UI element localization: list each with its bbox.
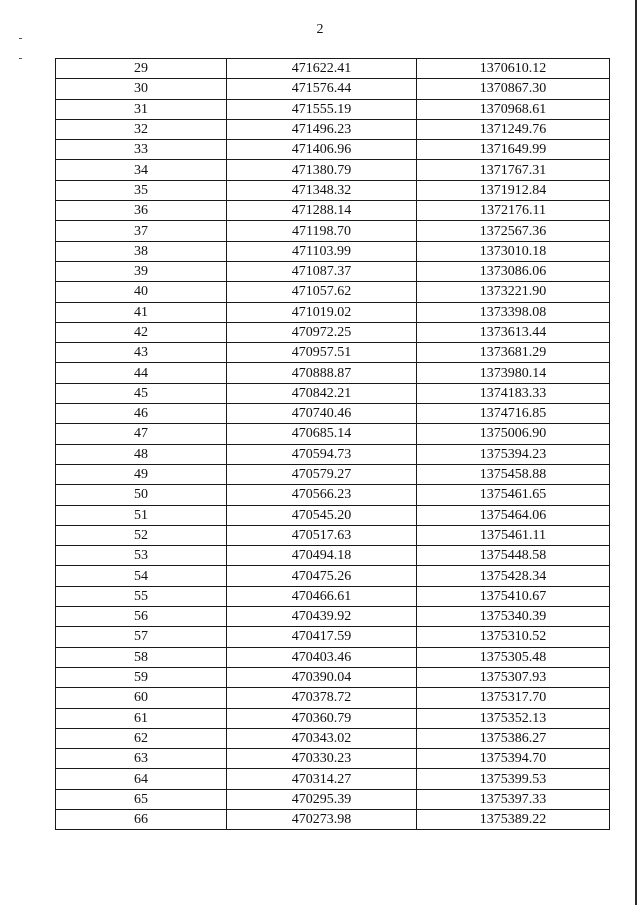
point-number-cell: 41 (56, 302, 227, 322)
x-coordinate-cell: 470378.72 (227, 688, 417, 708)
x-coordinate-cell: 470343.02 (227, 728, 417, 748)
x-coordinate-cell: 471622.41 (227, 59, 417, 79)
point-number-cell: 59 (56, 667, 227, 687)
point-number-cell: 63 (56, 749, 227, 769)
table-row (56, 566, 610, 586)
point-number-cell: 50 (56, 485, 227, 505)
y-coordinate-cell: 1375464.06 (417, 505, 610, 525)
point-number-cell: 44 (56, 363, 227, 383)
point-number-cell: 43 (56, 343, 227, 363)
table-row (56, 241, 610, 261)
y-coordinate-cell: 1375305.48 (417, 647, 610, 667)
point-number-cell: 37 (56, 221, 227, 241)
table-row (56, 789, 610, 809)
table-row (56, 688, 610, 708)
x-coordinate-cell: 470740.46 (227, 404, 417, 424)
x-coordinate-cell: 471087.37 (227, 261, 417, 281)
y-coordinate-cell: 1371249.76 (417, 119, 610, 139)
y-coordinate-cell: 1375397.33 (417, 789, 610, 809)
table-row (56, 201, 610, 221)
table-row (56, 769, 610, 789)
y-coordinate-cell: 1375389.22 (417, 809, 610, 829)
y-coordinate-cell: 1375394.70 (417, 749, 610, 769)
x-coordinate-cell: 470390.04 (227, 667, 417, 687)
table-row (56, 261, 610, 281)
y-coordinate-cell: 1375317.70 (417, 688, 610, 708)
y-coordinate-cell: 1375399.53 (417, 769, 610, 789)
x-coordinate-cell: 471576.44 (227, 79, 417, 99)
y-coordinate-cell: 1372176.11 (417, 201, 610, 221)
point-number-cell: 48 (56, 444, 227, 464)
y-coordinate-cell: 1375307.93 (417, 667, 610, 687)
y-coordinate-cell: 1375394.23 (417, 444, 610, 464)
scan-mark (19, 38, 22, 39)
table-row (56, 79, 610, 99)
table-row (56, 119, 610, 139)
x-coordinate-cell: 470330.23 (227, 749, 417, 769)
x-coordinate-cell: 470466.61 (227, 586, 417, 606)
x-coordinate-cell: 471057.62 (227, 282, 417, 302)
point-number-cell: 55 (56, 586, 227, 606)
y-coordinate-cell: 1373980.14 (417, 363, 610, 383)
table-row (56, 424, 610, 444)
point-number-cell: 42 (56, 322, 227, 342)
y-coordinate-cell: 1375428.34 (417, 566, 610, 586)
table-row (56, 627, 610, 647)
point-number-cell: 54 (56, 566, 227, 586)
x-coordinate-cell: 471288.14 (227, 201, 417, 221)
x-coordinate-cell: 470579.27 (227, 464, 417, 484)
table-row (56, 383, 610, 403)
table-row (56, 667, 610, 687)
y-coordinate-cell: 1371649.99 (417, 140, 610, 160)
x-coordinate-cell: 471380.79 (227, 160, 417, 180)
point-number-cell: 61 (56, 708, 227, 728)
table-row (56, 322, 610, 342)
x-coordinate-cell: 470545.20 (227, 505, 417, 525)
point-number-cell: 30 (56, 79, 227, 99)
x-coordinate-cell: 470594.73 (227, 444, 417, 464)
point-number-cell: 58 (56, 647, 227, 667)
point-number-cell: 29 (56, 59, 227, 79)
point-number-cell: 38 (56, 241, 227, 261)
y-coordinate-cell: 1375310.52 (417, 627, 610, 647)
y-coordinate-cell: 1375352.13 (417, 708, 610, 728)
table-row (56, 546, 610, 566)
table-row (56, 525, 610, 545)
x-coordinate-cell: 471198.70 (227, 221, 417, 241)
table-row (56, 647, 610, 667)
y-coordinate-cell: 1375006.90 (417, 424, 610, 444)
point-number-cell: 33 (56, 140, 227, 160)
x-coordinate-cell: 470957.51 (227, 343, 417, 363)
table-row (56, 221, 610, 241)
point-number-cell: 32 (56, 119, 227, 139)
y-coordinate-cell: 1373010.18 (417, 241, 610, 261)
table-row (56, 505, 610, 525)
point-number-cell: 39 (56, 261, 227, 281)
x-coordinate-cell: 470888.87 (227, 363, 417, 383)
table-row (56, 444, 610, 464)
y-coordinate-cell: 1370968.61 (417, 99, 610, 119)
y-coordinate-cell: 1371912.84 (417, 180, 610, 200)
table-row (56, 728, 610, 748)
point-number-cell: 46 (56, 404, 227, 424)
page-number: 2 (316, 22, 324, 37)
point-number-cell: 31 (56, 99, 227, 119)
table-row (56, 363, 610, 383)
point-number-cell: 34 (56, 160, 227, 180)
point-number-cell: 47 (56, 424, 227, 444)
x-coordinate-cell: 471103.99 (227, 241, 417, 261)
y-coordinate-cell: 1374183.33 (417, 383, 610, 403)
point-number-cell: 35 (56, 180, 227, 200)
point-number-cell: 66 (56, 809, 227, 829)
table-row (56, 749, 610, 769)
point-number-cell: 56 (56, 607, 227, 627)
x-coordinate-cell: 471555.19 (227, 99, 417, 119)
x-coordinate-cell: 470972.25 (227, 322, 417, 342)
table-row (56, 180, 610, 200)
x-coordinate-cell: 470403.46 (227, 647, 417, 667)
point-number-cell: 49 (56, 464, 227, 484)
point-number-cell: 36 (56, 201, 227, 221)
x-coordinate-cell: 470842.21 (227, 383, 417, 403)
x-coordinate-cell: 470360.79 (227, 708, 417, 728)
x-coordinate-cell: 470295.39 (227, 789, 417, 809)
table-row (56, 343, 610, 363)
x-coordinate-cell: 470494.18 (227, 546, 417, 566)
y-coordinate-cell: 1375386.27 (417, 728, 610, 748)
y-coordinate-cell: 1374716.85 (417, 404, 610, 424)
y-coordinate-cell: 1375410.67 (417, 586, 610, 606)
table-row (56, 404, 610, 424)
point-number-cell: 57 (56, 627, 227, 647)
table-row (56, 59, 610, 79)
point-number-cell: 52 (56, 525, 227, 545)
point-number-cell: 64 (56, 769, 227, 789)
y-coordinate-cell: 1375448.58 (417, 546, 610, 566)
x-coordinate-cell: 471406.96 (227, 140, 417, 160)
y-coordinate-cell: 1375340.39 (417, 607, 610, 627)
x-coordinate-cell: 470439.92 (227, 607, 417, 627)
x-coordinate-cell: 470475.26 (227, 566, 417, 586)
point-number-cell: 65 (56, 789, 227, 809)
x-coordinate-cell: 470566.23 (227, 485, 417, 505)
page-edge-line (635, 0, 637, 905)
table-row (56, 809, 610, 829)
y-coordinate-cell: 1373221.90 (417, 282, 610, 302)
point-number-cell: 51 (56, 505, 227, 525)
y-coordinate-cell: 1373613.44 (417, 322, 610, 342)
y-coordinate-cell: 1371767.31 (417, 160, 610, 180)
coordinates-table (55, 58, 610, 830)
point-number-cell: 53 (56, 546, 227, 566)
y-coordinate-cell: 1370867.30 (417, 79, 610, 99)
x-coordinate-cell: 471348.32 (227, 180, 417, 200)
y-coordinate-cell: 1373086.06 (417, 261, 610, 281)
table-row (56, 160, 610, 180)
y-coordinate-cell: 1370610.12 (417, 59, 610, 79)
table-row (56, 485, 610, 505)
point-number-cell: 62 (56, 728, 227, 748)
x-coordinate-cell: 470273.98 (227, 809, 417, 829)
coordinates-table-body (56, 59, 610, 830)
table-row (56, 282, 610, 302)
x-coordinate-cell: 470314.27 (227, 769, 417, 789)
table-row (56, 99, 610, 119)
table-row (56, 140, 610, 160)
point-number-cell: 45 (56, 383, 227, 403)
point-number-cell: 40 (56, 282, 227, 302)
x-coordinate-cell: 470517.63 (227, 525, 417, 545)
point-number-cell: 60 (56, 688, 227, 708)
y-coordinate-cell: 1375458.88 (417, 464, 610, 484)
table-row (56, 302, 610, 322)
table-row (56, 464, 610, 484)
y-coordinate-cell: 1375461.11 (417, 525, 610, 545)
scan-mark (19, 58, 22, 59)
x-coordinate-cell: 470417.59 (227, 627, 417, 647)
table-row (56, 708, 610, 728)
x-coordinate-cell: 471496.23 (227, 119, 417, 139)
y-coordinate-cell: 1375461.65 (417, 485, 610, 505)
y-coordinate-cell: 1373398.08 (417, 302, 610, 322)
table-row (56, 586, 610, 606)
x-coordinate-cell: 470685.14 (227, 424, 417, 444)
table-row (56, 607, 610, 627)
y-coordinate-cell: 1372567.36 (417, 221, 610, 241)
x-coordinate-cell: 471019.02 (227, 302, 417, 322)
y-coordinate-cell: 1373681.29 (417, 343, 610, 363)
